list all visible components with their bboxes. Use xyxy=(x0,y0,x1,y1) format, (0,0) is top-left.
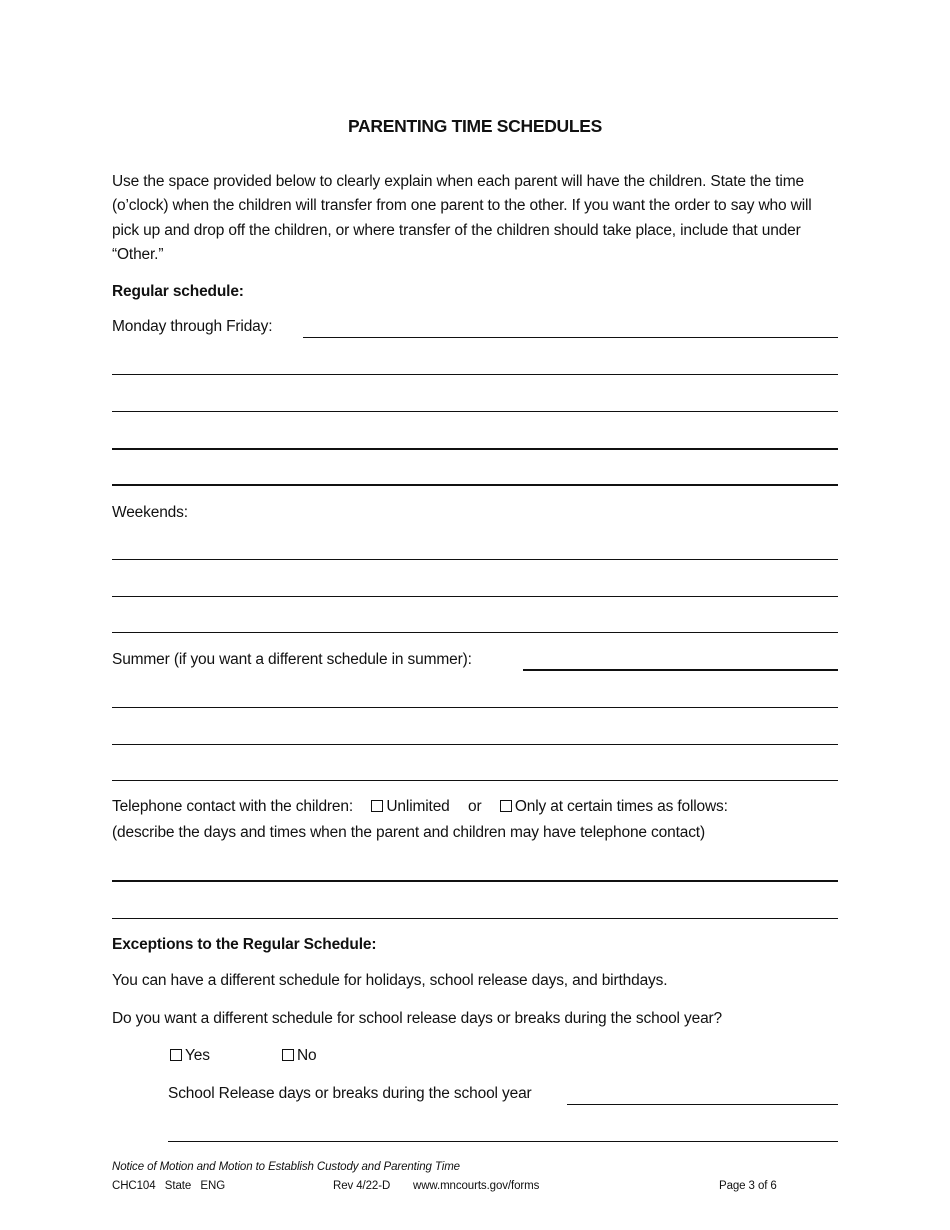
unlimited-checkbox[interactable] xyxy=(371,800,383,812)
weekends-field-line-1[interactable] xyxy=(112,559,838,560)
weekdays-field-line-5[interactable] xyxy=(112,484,838,486)
telephone-field-line-1[interactable] xyxy=(112,880,838,882)
weekdays-field-line-2[interactable] xyxy=(112,374,838,375)
page-title: PARENTING TIME SCHEDULES xyxy=(347,116,603,136)
telephone-description: (describe the days and times when the parent and children may have telephone contact) xyxy=(112,824,705,841)
weekdays-label: Monday through Friday: xyxy=(112,318,273,335)
certain-times-checkbox[interactable] xyxy=(500,800,512,812)
footer-revision: Rev 4/22-D xyxy=(333,1180,391,1192)
exceptions-heading: Exceptions to the Regular Schedule: xyxy=(112,936,377,953)
weekends-label: Weekends: xyxy=(112,504,188,521)
unlimited-label: Unlimited xyxy=(386,798,450,815)
footer-page-number: Page 3 of 6 xyxy=(719,1180,777,1192)
school-release-field-line-2[interactable] xyxy=(168,1141,838,1142)
certain-times-label: Only at certain times as follows: xyxy=(514,798,728,815)
yes-option[interactable] xyxy=(170,1047,210,1065)
telephone-field-line-2[interactable] xyxy=(112,918,838,919)
certain-times-option[interactable] xyxy=(500,798,728,815)
weekdays-field-line-4[interactable] xyxy=(112,448,838,450)
school-release-question: Do you want a different schedule for school release days or breaks during the school year? xyxy=(112,1010,723,1027)
telephone-row xyxy=(112,798,728,816)
summer-field-line-3[interactable] xyxy=(112,744,838,745)
summer-field-line-2[interactable] xyxy=(112,707,838,708)
weekends-field-line-2[interactable] xyxy=(112,596,838,597)
instructions-paragraph: Use the space provided below to clearly explain when each parent will have the children. State the time (o’clock) when the children will transfer from one parent to the other. If you want the order to say who will pick up and drop off the children, or where transfer of the children should take place, include that under “Other.” xyxy=(112,173,812,263)
yes-checkbox[interactable] xyxy=(170,1049,182,1061)
footer-website[interactable]: www.mncourts.gov/forms xyxy=(413,1180,540,1192)
weekdays-field-line-3[interactable] xyxy=(112,411,838,412)
school-release-field-line-1[interactable] xyxy=(567,1104,838,1105)
unlimited-option[interactable] xyxy=(371,798,449,815)
summer-field-line-1[interactable] xyxy=(523,669,838,671)
telephone-label: Telephone contact with the children: xyxy=(112,798,354,815)
summer-field-line-4[interactable] xyxy=(112,780,838,781)
footer-form-code: CHC104 State ENG xyxy=(112,1180,226,1192)
weekends-field-line-3[interactable] xyxy=(112,632,838,633)
no-label: No xyxy=(297,1047,317,1064)
weekdays-field-line-1[interactable] xyxy=(303,337,838,338)
footer-form-title: Notice of Motion and Motion to Establish Custody and Parenting Time xyxy=(112,1161,460,1173)
summer-label: Summer (if you want a different schedule in summer): xyxy=(112,651,472,668)
no-option[interactable] xyxy=(282,1047,317,1065)
school-release-label: School Release days or breaks during the school year xyxy=(168,1085,532,1102)
or-text: or xyxy=(468,798,482,815)
no-checkbox[interactable] xyxy=(282,1049,294,1061)
exceptions-note: You can have a different schedule for holidays, school release days, and birthdays. xyxy=(112,972,668,989)
yes-label: Yes xyxy=(185,1047,210,1064)
regular-schedule-heading: Regular schedule: xyxy=(112,283,244,300)
